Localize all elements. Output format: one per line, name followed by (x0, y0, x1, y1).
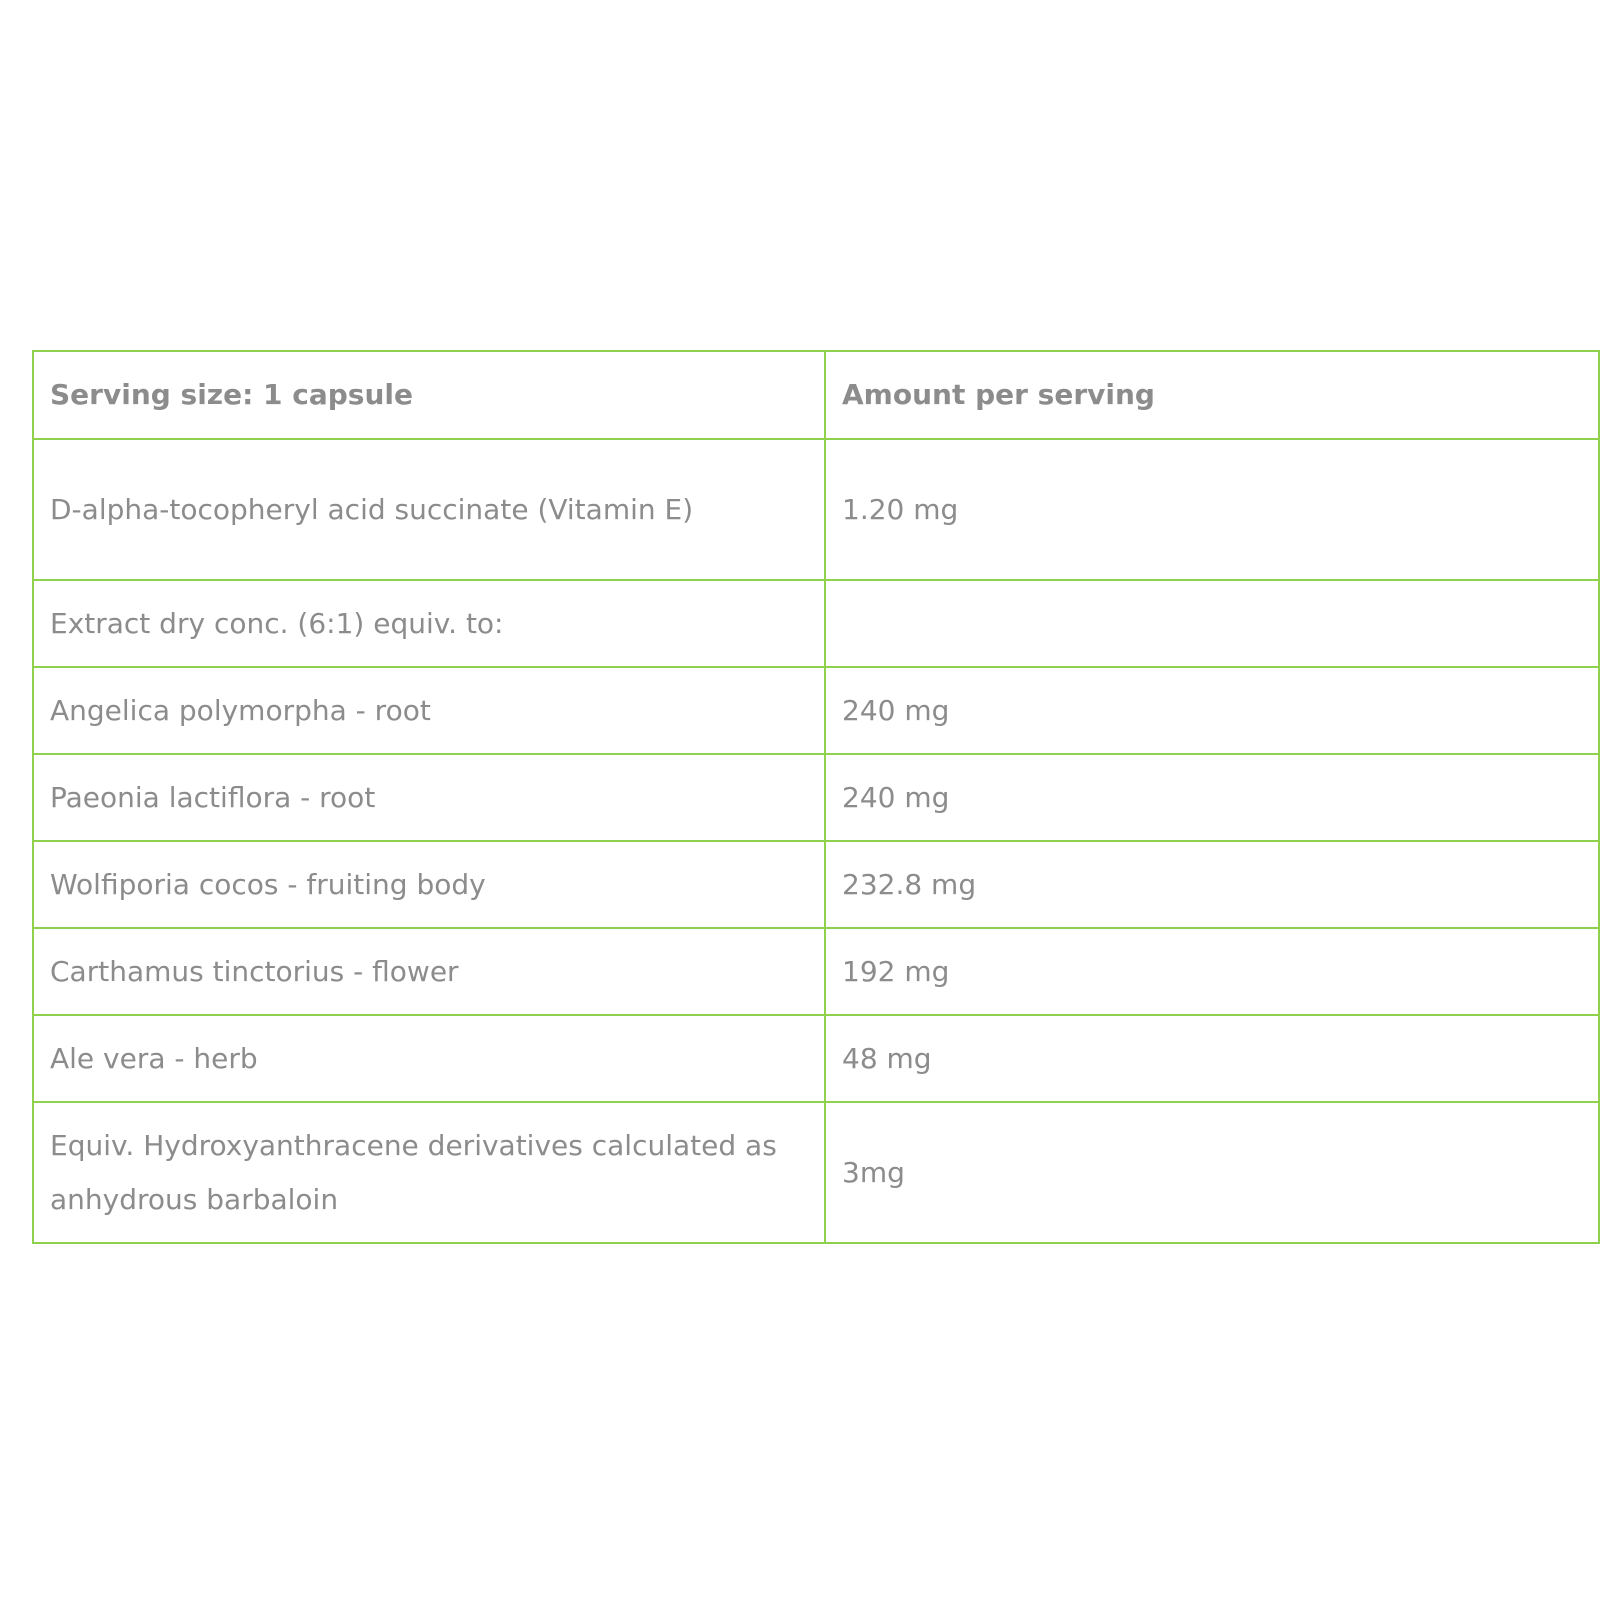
amount-cell: 240 mg (825, 754, 1599, 841)
amount-cell (825, 580, 1599, 667)
supplement-facts-container (32, 350, 1600, 1244)
ingredient-cell: Equiv. Hydroxyanthracene derivatives calculated as anhydrous barbaloin (33, 1102, 825, 1243)
ingredient-cell: Paeonia lactiflora - root (33, 754, 825, 841)
ingredient-cell: Ale vera - herb (33, 1015, 825, 1102)
amount-per-serving-header: Amount per serving (825, 351, 1599, 439)
ingredient-cell: Wolfiporia cocos - fruiting body (33, 841, 825, 928)
table-row (33, 841, 1599, 928)
amount-cell: 1.20 mg (825, 439, 1599, 580)
ingredient-cell: D-alpha-tocopheryl acid succinate (Vitamin E) (33, 439, 825, 580)
table-row (33, 1102, 1599, 1243)
amount-cell: 232.8 mg (825, 841, 1599, 928)
table-row (33, 667, 1599, 754)
amount-cell: 192 mg (825, 928, 1599, 1015)
table-row (33, 439, 1599, 580)
amount-cell: 48 mg (825, 1015, 1599, 1102)
serving-size-header: Serving size: 1 capsule (33, 351, 825, 439)
supplement-facts-table (32, 350, 1600, 1244)
table-row (33, 928, 1599, 1015)
table-row (33, 1015, 1599, 1102)
table-row (33, 580, 1599, 667)
ingredient-cell: Extract dry conc. (6:1) equiv. to: (33, 580, 825, 667)
table-row (33, 754, 1599, 841)
amount-cell: 3mg (825, 1102, 1599, 1243)
table-header-row (33, 351, 1599, 439)
amount-cell: 240 mg (825, 667, 1599, 754)
ingredient-cell: Carthamus tinctorius - flower (33, 928, 825, 1015)
ingredient-cell: Angelica polymorpha - root (33, 667, 825, 754)
